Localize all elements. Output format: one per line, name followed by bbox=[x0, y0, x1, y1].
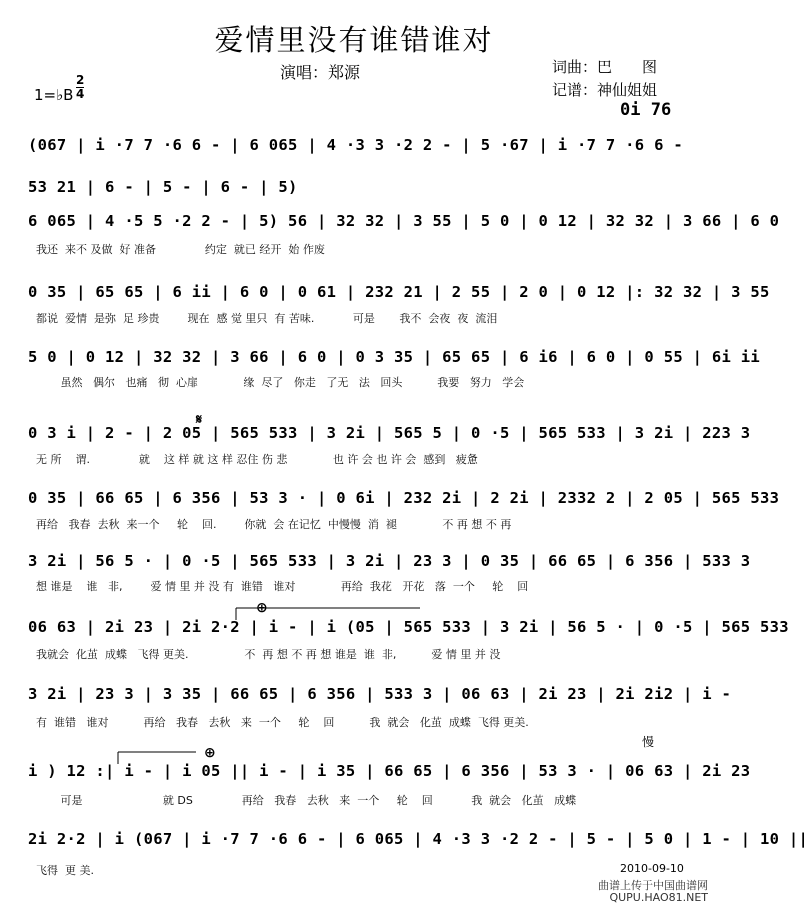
composer-credit: 词曲：巴 图 bbox=[552, 58, 658, 76]
lyric-row-5: 虽然 偶尔 也痛 彻 心扉 缘 尽了 你走 了无 法 回头 我要 努力 学会 bbox=[36, 376, 525, 389]
notation-row-9: 06 63 | 2i 23 | 2i 2·2 | i - | i (05 | 565 533 | 3 2i | 56 5 · | 0 ·5 | 565 533 bbox=[28, 618, 789, 636]
segno-icon: 𝄋 bbox=[196, 412, 203, 428]
notation-row-8: 3 2i | 56 5 · | 0 ·5 | 565 533 | 3 2i | 23 3 | 0 35 | 66 65 | 6 356 | 533 3 bbox=[28, 552, 751, 570]
notation-row-3: 6 065 | 4 ·5 5 ·2 2 - | 5) 56 | 32 32 | 3 55 | 5 0 | 0 12 | 32 32 | 3 66 | 6 0 bbox=[28, 212, 780, 230]
lyric-row-8: 想 谁是 谁 非, 爱 情 里 并 没 有 谁错 谁对 再给 我花 开花 落 一个 轮 回 bbox=[36, 580, 529, 593]
footer-watermark bbox=[560, 880, 708, 905]
lyric-row-10: 有 谁错 谁对 再给 我春 去秋 来 一个 轮 回 我 就会 化茧 成蝶 飞得 更美. bbox=[36, 716, 529, 729]
lyric-row-7: 再给 我春 去秋 来一个 轮 回. 你就 会 在记忆 中慢慢 消 褪 不 再 想 不 再 bbox=[36, 518, 512, 531]
song-title: 爱情里没有谁错谁对 bbox=[214, 23, 494, 57]
date-label: 2010-09-10 bbox=[620, 862, 684, 875]
notation-row-1: (067 | i ·7 7 ·6 6 - | 6 065 | 4 ·3 3 ·2 2 - | 5 ·67 | i ·7 7 ·6 6 - bbox=[28, 136, 683, 154]
lyric-row-9: 我就会 化茧 成蝶 飞得 更美. 不 再 想 不 再 想 谁是 谁 非, 爱 情 里 并 没 bbox=[36, 648, 501, 661]
notation-row-4: 0 35 | 65 65 | 6 ii | 6 0 | 0 61 | 232 21 | 2 55 | 2 0 | 0 12 |: 32 32 | 3 55 bbox=[28, 283, 770, 301]
lyric-row-6: 无 所 谓. 就 这 样 就 这 样 忍住 伤 悲 也 许 会 也 许 会 感到 疲惫 bbox=[36, 453, 478, 466]
notation-row-7: 0 35 | 66 65 | 6 356 | 53 3 · | 0 6i | 232 2i | 2 2i | 2332 2 | 2 05 | 565 533 bbox=[28, 489, 780, 507]
notation-row-11: i ) 12 :| i - | i 05 || i - | i 35 | 66 65 | 6 356 | 53 3 · | 06 63 | 2i 23 bbox=[28, 762, 751, 780]
meter-bottom: 4 bbox=[76, 87, 85, 101]
notation-row-2: 53 21 | 6 - | 5 - | 6 - | 5) bbox=[28, 178, 298, 196]
tempo-marking: 慢 bbox=[642, 735, 655, 749]
lyric-row-4: 都说 爱情 是弥 足 珍贵 现在 感 觉 里只 有 苦味. 可是 我不 会夜 夜 流泪 bbox=[36, 312, 498, 325]
lyric-row-3: 我还 来不 及做 好 准备 约定 就已 经开 始 作废 bbox=[36, 243, 325, 256]
pickup-notes: 0i 76 bbox=[620, 100, 672, 120]
key-signature: 1=♭B bbox=[34, 86, 74, 104]
notation-row-12: 2i 2·2 | i (067 | i ·7 7 ·6 6 - | 6 065 | 4 ·3 3 ·2 2 - | 5 - | 5 0 | 1 - | 10 || bbox=[28, 830, 808, 848]
notation-row-5: 5 0 | 0 12 | 32 32 | 3 66 | 6 0 | 0 3 35 | 65 65 | 6 i6 | 6 0 | 0 55 | 6i ii bbox=[28, 348, 761, 366]
notation-row-6: 0 3 i | 2 - | 2 05 | 565 533 | 3 2i | 565 5 | 0 ·5 | 565 533 | 3 2i | 223 3 bbox=[28, 424, 751, 442]
lyric-row-11: 可是 就 DS 再给 我春 去秋 来 一个 轮 回 我 就会 化茧 成蝶 bbox=[36, 794, 577, 807]
footer-line-2: QUPU.HAO81.NET bbox=[609, 891, 708, 904]
transcriber-credit: 记谱：神仙姐姐 bbox=[552, 81, 658, 99]
footer-line-1: 曲谱上传于中国曲谱网 bbox=[598, 879, 708, 892]
coda-icon-2: ⊕ bbox=[204, 745, 216, 761]
singer-credit: 演唱：郑源 bbox=[280, 63, 361, 82]
notation-row-10: 3 2i | 23 3 | 3 35 | 66 65 | 6 356 | 533 3 | 06 63 | 2i 23 | 2i 2i2 | i - bbox=[28, 685, 732, 703]
lyric-row-12: 飞得 更 美. bbox=[36, 864, 94, 877]
meter-top: 2 bbox=[76, 73, 85, 87]
coda-icon: ⊕ bbox=[256, 600, 268, 616]
